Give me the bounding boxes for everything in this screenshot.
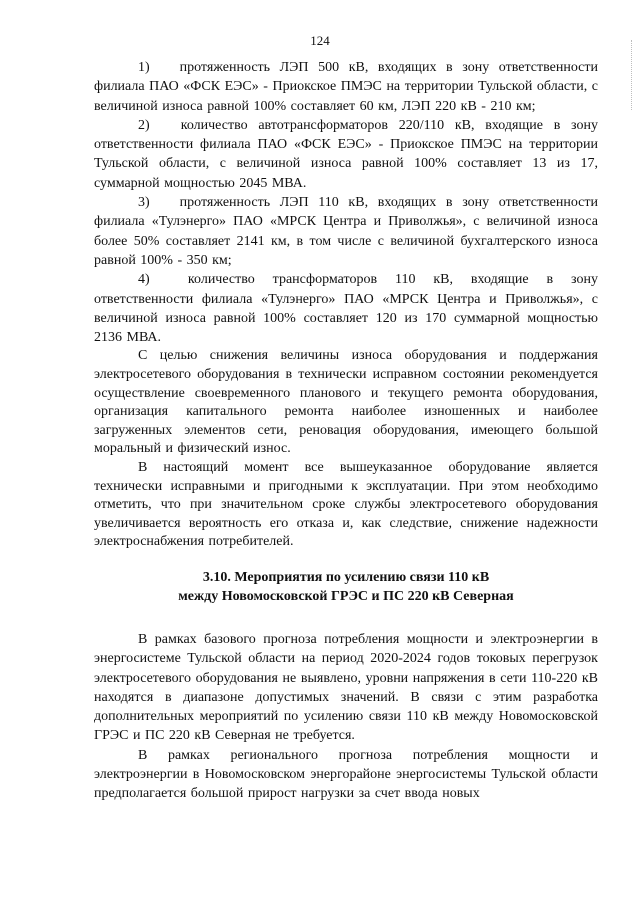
list-item-2 xyxy=(94,116,598,193)
list-item-text: количество автотрансформаторов 220/110 кВ, входящие в зону ответственности филиала ПАО «ФСК ЕЭС» - Приокское ПМЭС на территории Тульской области, с величиной износа равной 100% составляет 13 из 17, суммарной мощностью 2045 МВА. xyxy=(94,117,598,191)
paragraph-current-state: В настоящий момент все вышеуказанное оборудование является технически исправными и пригодными к эксплуатации. При этом необходимо отметить, что при значительном сроке службы электросетевого оборудования увеличивается вероятность его отказа и, как следствие, снижение надежности электроснабжения потребителей. xyxy=(94,460,598,550)
section-heading-line-2: между Новомосковской ГРЭС и ПС 220 кВ Северная xyxy=(178,588,514,604)
section-heading-line-1: 3.10. Мероприятия по усилению связи 110 кВ xyxy=(202,569,490,585)
paragraph-recommendation: С целью снижения величины износа оборудования и поддержания электросетевого оборудования в технически исправном состоянии рекомендуется осуществление своевременного планового и текущего ремонта оборудования, организация капитального ремонта наиболее изношенных и наиболее загруженных элементов сети, реновация оборудования, имеющего большой моральный и физический износ. xyxy=(94,348,598,457)
list-item-number: 3) xyxy=(138,195,150,211)
section-heading xyxy=(94,568,598,606)
list-item-number: 1) xyxy=(138,60,150,75)
list-item-text: протяженность ЛЭП 110 кВ, входящих в зону ответственности филиала «Тулэнерго» ПАО «МРСК Центра и Приволжья», с величиной износа более 50% составляет 2141 км, в том числе с величиной бухгалтерского износа равной 100% - 350 км; xyxy=(94,195,599,268)
list-item-text: протяженность ЛЭП 500 кВ, входящих в зону ответственности филиала ПАО «ФСК ЕЭС» - Приокское ПМЭС на территории Тульской области, с величиной износа равной 100% составляет 60 км, ЛЭП 220 кВ - 210 км; xyxy=(94,60,598,114)
list-item-number: 2) xyxy=(138,117,150,133)
page-number: 124 xyxy=(310,33,330,48)
list-item-number: 4) xyxy=(138,272,150,288)
list-item-3 xyxy=(94,193,598,270)
document-body xyxy=(94,58,598,804)
list-item-text: количество трансформаторов 110 кВ, входящие в зону ответственности филиала «Тулэнерго» ПАО «МРСК Центра и Приволжья», с величиной износа равной 100% составляет 120 из 170 суммарной мощностью 2136 МВА. xyxy=(94,272,598,346)
paragraph-regional-forecast: В рамках регионального прогноза потребления мощности и электроэнергии в Новомосковском энергорайоне энергосистемы Тульской области предполагается большой прирост нагрузки за счет ввода новых xyxy=(94,747,598,802)
list-item-1 xyxy=(94,58,598,116)
paragraph-base-forecast: В рамках базового прогноза потребления мощности и электроэнергии в энергосистеме Тульской области на период 2020-2024 годов токовых перегрузок электросетевого оборудования не выявлено, уровни напряжения в сети 110-220 кВ находятся в диапазоне допустимых значений. В связи с этим разработка дополнительных мероприятий по усилению связи 110 кВ между Новомосковской ГРЭС и ПС 220 кВ Северная не требуется. xyxy=(94,631,598,744)
list-item-4 xyxy=(94,270,598,347)
margin-mark xyxy=(631,40,634,110)
